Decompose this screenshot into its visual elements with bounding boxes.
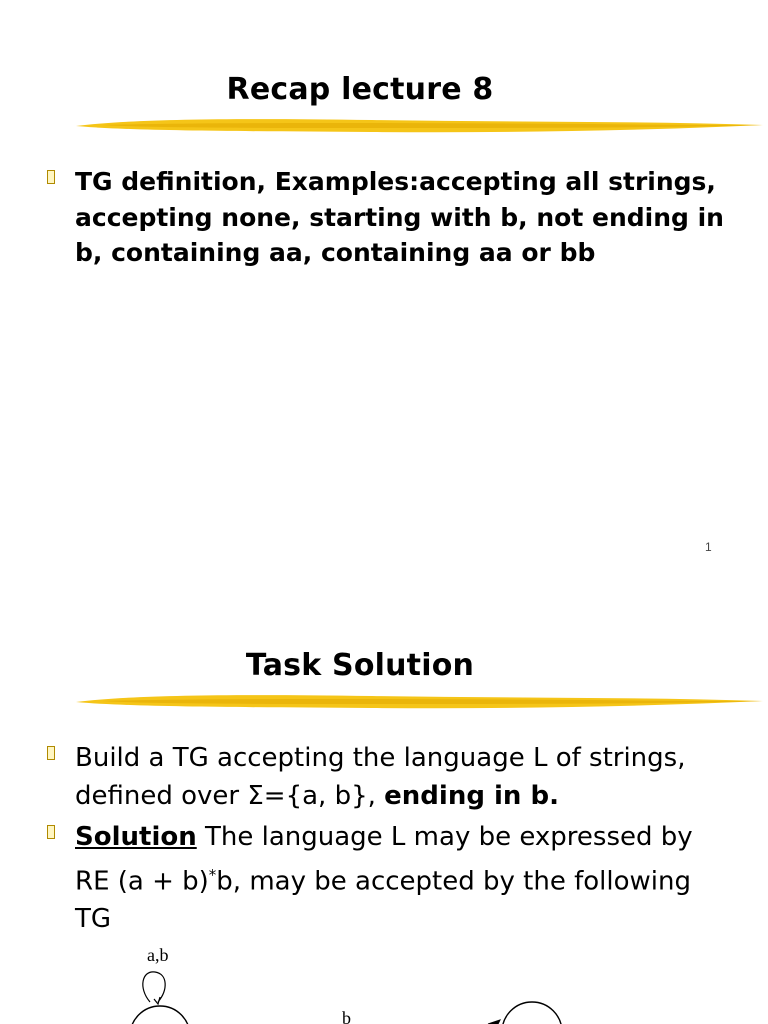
- edge-label: b: [342, 1008, 351, 1024]
- task-bullet-text: Build a TG accepting the language L of strings, defined over Σ={a, b},: [75, 743, 686, 811]
- self-loop-arrowhead: [154, 997, 160, 1004]
- recap-bullet-text: TG definition, Examples:accepting all strings, accepting none, starting with b, not ending in b, containing aa, containing aa or bb: [75, 167, 724, 267]
- task-bullet: [75, 740, 725, 815]
- solution-text-a: The language L may be expressed by RE (a + b): [75, 822, 693, 897]
- start-state: [130, 1006, 190, 1024]
- kleene-star: *: [208, 865, 217, 884]
- bullet-icon: [47, 746, 55, 760]
- self-loop-arrow: [143, 972, 165, 1002]
- solution-bullet: [75, 819, 725, 938]
- page-number: 1: [705, 540, 712, 554]
- slide-1-title: Recap lecture 8: [226, 72, 494, 107]
- bullet-icon: [47, 825, 55, 839]
- final-state: [502, 1002, 562, 1024]
- slide-2-title: Task Solution: [245, 648, 475, 683]
- loop-label: a,b: [147, 945, 169, 965]
- edge-arrowhead: [488, 1020, 500, 1024]
- solution-label: Solution: [75, 822, 197, 852]
- bullet-icon: [47, 170, 55, 184]
- tg-diagram: [0, 930, 768, 1024]
- solution-text-b: b, may be accepted by the following TG: [75, 866, 691, 934]
- task-bullet-bold: ending in b.: [384, 780, 559, 811]
- title-underline-brush: [72, 113, 768, 139]
- title-underline-brush: [72, 689, 768, 715]
